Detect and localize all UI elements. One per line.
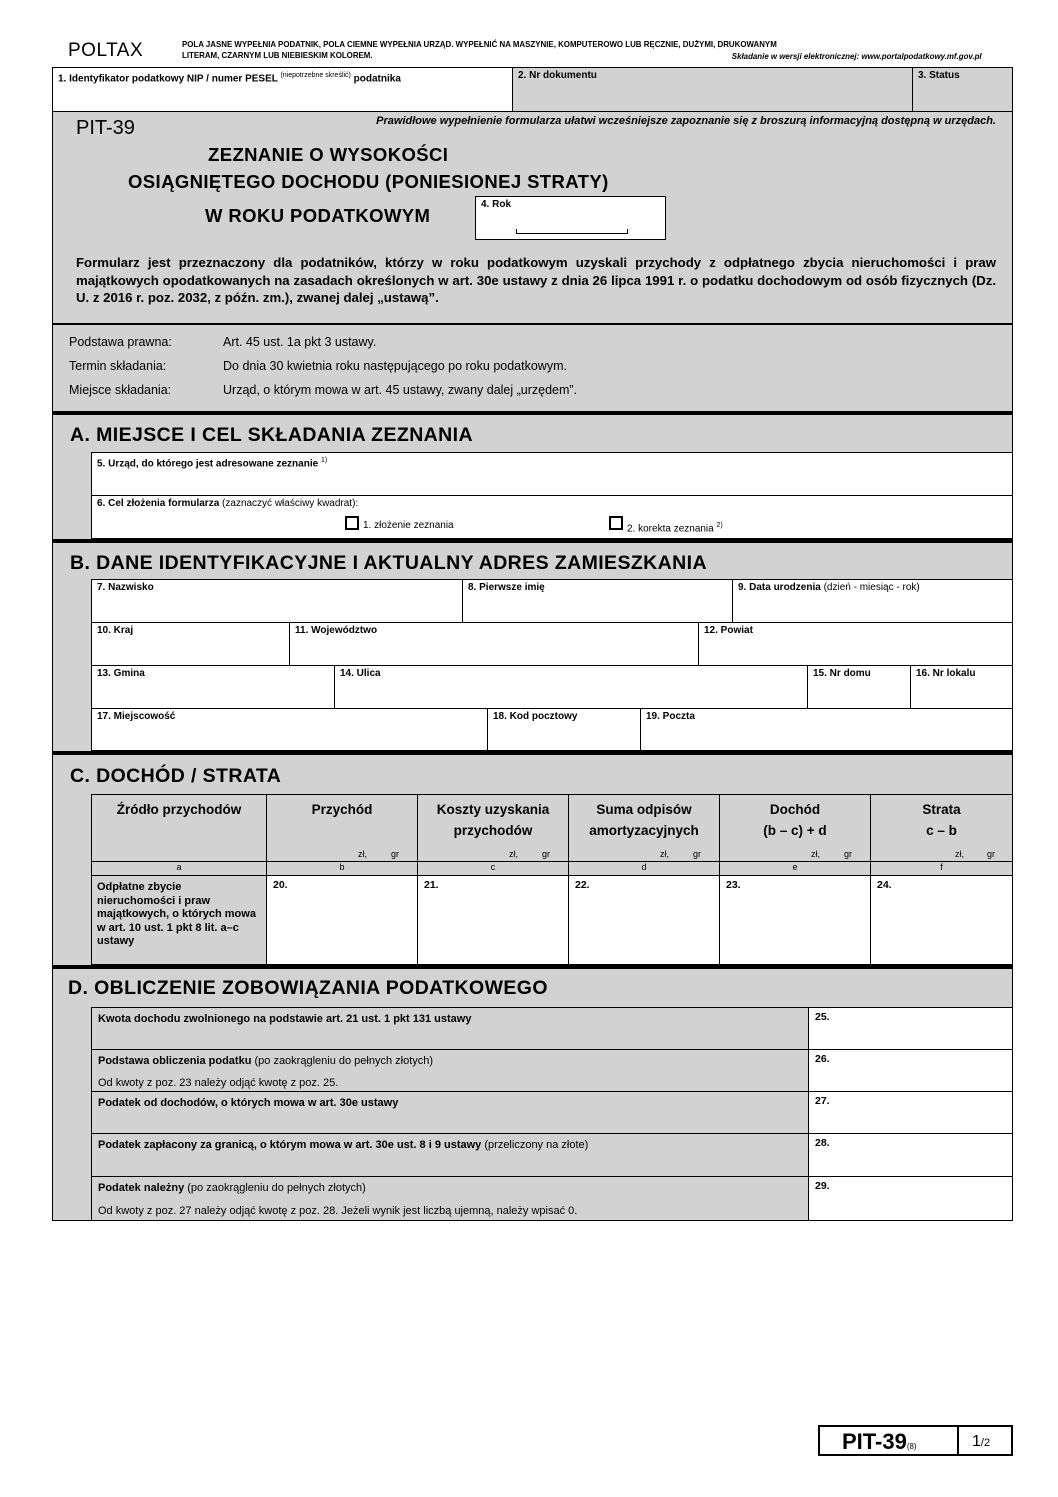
col-letter-b: b (266, 861, 418, 876)
row-source-label: Odpłatne zbycie nieruchomości i praw majątkowych, o których mowa w art. 10 ust. 1 pkt 8 lit. a–c ustawy (91, 875, 267, 965)
field-10-country[interactable]: 10. Kraj (91, 622, 290, 666)
field-5-tax-office[interactable]: 5. Urząd, do którego jest adresowane zeznanie $^{1)}$ (91, 452, 1013, 496)
footer-form-id: PIT-39(8) 1/2 (818, 1425, 1013, 1456)
row-27-label: Podatek od dochodów, o których mowa w art. 30e ustawy (91, 1091, 809, 1134)
field-14-street[interactable]: 14. Ulica (334, 665, 808, 709)
field-1-nip-pesel[interactable]: 1. Identyfikator podatkowy NIP / numer PESEL $^{(niepotrzebne skreślić)}$ podatnika (52, 67, 513, 112)
legal-basis-block (52, 324, 1013, 412)
field-27-tax[interactable]: 27. (808, 1091, 1013, 1134)
field-16-apartment-number[interactable]: 16. Nr lokalu (910, 665, 1013, 709)
field-6-purpose: 6. Cel złożenia formularza (zaznaczyć właściwy kwadrat): 1. złożenie zeznania 2. korekta zeznania $^{2)}$ (91, 495, 1013, 539)
field-22-depreciation[interactable]: 22. (568, 875, 720, 965)
col-letter-f: f (870, 861, 1013, 876)
electronic-note: Składanie w wersji elektronicznej: www.portalpodatkowy.mf.gov.pl (732, 51, 982, 61)
checkbox-submission[interactable] (345, 516, 359, 530)
section-d-heading: D. OBLICZENIE ZOBOWIĄZANIA PODATKOWEGO (68, 977, 548, 999)
section-a-heading: A. MIEJSCE I CEL SKŁADANIA ZEZNANIA (70, 424, 473, 446)
section-b-heading: B. DANE IDENTYFIKACYJNE I AKTUALNY ADRES ZAMIESZKANIA (70, 552, 707, 574)
row-26-label: Podstawa obliczenia podatku (po zaokrągleniu do pełnych złotych) Od kwoty z poz. 23 należy odjąć kwotę z poz. 25. (91, 1049, 809, 1092)
podstawa-value: Art. 45 ust. 1a pkt 3 ustawy. (223, 335, 377, 349)
podstawa-label: Podstawa prawna: (69, 335, 172, 349)
field-24-loss[interactable]: 24. (870, 875, 1013, 965)
field-26-tax-base[interactable]: 26. (808, 1049, 1013, 1092)
section-c-heading: C. DOCHÓD / STRATA (70, 765, 282, 787)
field-9-birth-date[interactable]: 9. Data urodzenia (dzień - miesiąc - rok) (732, 579, 1013, 623)
miejsce-label: Miejsce składania: (69, 383, 172, 397)
footer-divider (957, 1427, 959, 1454)
title-line-1: ZEZNANIE O WYSOKOŚCI (208, 144, 449, 165)
form-description: Formularz jest przeznaczony dla podatników, którzy w roku podatkowym uzyskali przychody z odpłatnego zbycia nieruchomości i praw majątkowych opodatkowanych na zasadach określonych w art. 30e ustawy z dnia 26 lipca 1991 r. o podatku dochodowym od osób fizycznych (Dz. U. z 2016 r. poz. 2032, z późn. zm.), zwanej dalej „ustawą”. (76, 255, 996, 305)
field-15-house-number[interactable]: 15. Nr domu (807, 665, 911, 709)
field-12-county[interactable]: 12. Powiat (698, 622, 1013, 666)
title-line-3: W ROKU PODATKOWYM (205, 205, 431, 226)
brochure-note: Prawidłowe wypełnienie formularza ułatwi wcześniejsze zapoznanie się z broszurą informacyjną dostępną w urzędach. (376, 115, 996, 127)
title-line-2: OSIĄGNIĘTEGO DOCHODU (PONIESIONEJ STRATY) (128, 171, 609, 192)
termin-value: Do dnia 30 kwietnia roku następującego po roku podatkowym. (223, 359, 567, 373)
col-letter-c: c (417, 861, 569, 876)
col-header-depreciation: Suma odpisów amortyzacyjnych zł, gr (568, 794, 720, 862)
field-23-profit[interactable]: 23. (719, 875, 871, 965)
field-17-locality[interactable]: 17. Miejscowość (91, 708, 488, 751)
col-header-income: Przychód zł, gr (266, 794, 418, 862)
field-11-voivodeship[interactable]: 11. Województwo (289, 622, 699, 666)
col-header-costs: Koszty uzyskania przychodów zł, gr (417, 794, 569, 862)
col-header-profit: Dochód (b – c) + d zł, gr (719, 794, 871, 862)
year-digit-guides (516, 229, 628, 234)
col-header-source: Źródło przychodów (91, 794, 267, 862)
checkbox-correction[interactable] (609, 516, 623, 530)
miejsce-value: Urząd, o którym mowa w art. 45 ustawy, zwany dalej „urzędem”. (223, 383, 578, 397)
col-letter-e: e (719, 861, 871, 876)
termin-label: Termin składania: (69, 359, 167, 373)
col-letter-d: d (568, 861, 720, 876)
instructions-note: POLA JASNE WYPEŁNIA PODATNIK, POLA CIEMNE WYPEŁNIA URZĄD. WYPEŁNIĆ NA MASZYNIE, KOMPUTEROWO LUB RĘCZNIE, DUŻYMI, DRUKOWANYM LITERAM, CZARNYM LUB NIEBIESKIM KOLOREM. (182, 39, 777, 60)
field-29-tax-due[interactable]: 29. (808, 1176, 1013, 1221)
row-25-label: Kwota dochodu zwolnionego na podstawie art. 21 ust. 1 pkt 131 ustawy (91, 1007, 809, 1050)
form-code: PIT-39 (76, 117, 135, 139)
field-13-commune[interactable]: 13. Gmina (91, 665, 335, 709)
field-8-first-name[interactable]: 8. Pierwsze imię (462, 579, 733, 623)
field-20-income[interactable]: 20. (266, 875, 418, 965)
field-18-postal-code[interactable]: 18. Kod pocztowy (487, 708, 641, 751)
field-21-costs[interactable]: 21. (417, 875, 569, 965)
col-letter-a: a (91, 861, 267, 876)
field-19-post-office[interactable]: 19. Poczta (640, 708, 1013, 751)
field-2-document-number: 2. Nr dokumentu (512, 67, 913, 112)
field-28-foreign-tax[interactable]: 28. (808, 1133, 1013, 1177)
poltax-logo: POLTAX (68, 40, 144, 61)
field-3-status: 3. Status (912, 67, 1013, 112)
col-header-loss: Strata c – b zł, gr (870, 794, 1013, 862)
field-7-surname[interactable]: 7. Nazwisko (91, 579, 463, 623)
field-25-exempt-income[interactable]: 25. (808, 1007, 1013, 1050)
field-4-year[interactable]: 4. Rok (475, 196, 666, 240)
row-29-label: Podatek należny (po zaokrągleniu do pełnych złotych) Od kwoty z poz. 27 należy odjąć kwotę z poz. 28. Jeżeli wynik jest liczbą ujemną, należy wpisać 0. (91, 1176, 809, 1221)
row-28-label: Podatek zapłacony za granicą, o którym mowa w art. 30e ust. 8 i 9 ustawy (przeliczony na złote) (91, 1133, 809, 1177)
